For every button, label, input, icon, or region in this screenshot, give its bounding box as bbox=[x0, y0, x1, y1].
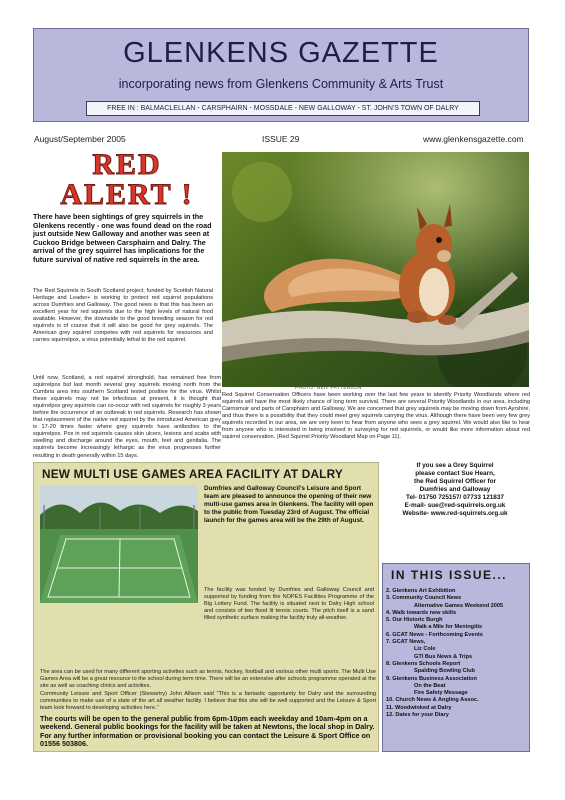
contents-subitem: Spalding Bowling Club bbox=[414, 668, 475, 675]
headline-line-1: RED bbox=[92, 148, 162, 181]
contents-item: 11. Woodwinked at Dalry bbox=[386, 704, 452, 711]
contents-item: 3. Community Council News bbox=[386, 595, 462, 602]
in-this-issue-heading: IN THIS ISSUE... bbox=[391, 568, 508, 582]
contact-website[interactable]: Website- www.red-squirrels.org.uk bbox=[402, 510, 508, 517]
contents-subitem: GTI Bus News & Trips bbox=[414, 653, 473, 660]
article-paragraph: The Red Squirrels in South Scotland project, funded by Scottish Natural Heritage and Leader+ is working to protect red squirrel populations across Dumfries and Galloway. The good news is that this has been an excellent year for red squirrels due to the high levels of natural food available. However, the downside to the good breeding season for red squirrels is of course that it will also be good for grey squirrels. The American grey squirrel competes with red squirrels for resources and carries squirrelpox, a virus potentially lethal to the red squirrel. bbox=[33, 288, 213, 344]
muga-article-box bbox=[33, 462, 379, 752]
contact-line: please contact Sue Hearn, bbox=[415, 470, 495, 477]
lead-paragraph: There have been sightings of grey squirrels in the Glenkens recently - one was found dead on the road just outside New Galloway and another was seen at Cuckoo Bridge between Carsphairn and Dalry. The arrival of the grey squirrel has implications for the future survival of native red squirrels in the area. bbox=[33, 212, 212, 264]
tennis-court-image bbox=[40, 485, 198, 603]
free-in-banner: FREE IN : BALMACLELLAN - CARSPHAIRN - MOSSDALE - NEW GALLOWAY - ST. JOHN'S TOWN OF DALRY bbox=[86, 101, 480, 116]
article-paragraph: Until now, Scotland, a red squirrel stronghold, has remained free from squirrelpox but last month several grey squirrels moving north from the Cumbria area into southern Scotland tested positive for the virus. Whilst these squirrels may not be infectious at present, it is thought that squirrelpox grey squirrels can co-occur with red squirrels for roughly 3 years before the occurrence of an outbreak in red squirrels. Research has shown that replacement of the native red squirrel by the introduced American grey is 17-20 times faster where grey squirrels have antibodies to the squirrelpox. Pox in red squirrels causes skin ulcers, lesions and scabs with swelling and discharge around the eyes, mouth, feet and genitalia. The squirrels become increasingly lethargic as the virus progresses further resulting in death generally within 15 days. bbox=[33, 375, 221, 459]
article-paragraph: Red Squirrel Conservation Officers have been working over the last few years to identify Priority Woodlands where red squirrels will have the most likely chance of long term survival. There are several Priority Woodlands in our area, including Cairnsmuir and parts of Carsphairn and Galloway. We are concerned that grey squirrels may be moving down from Ayrshire, and thus there is a possibility that they could meet grey squirrels carrying the virus. Although there have been very few grey squirrels recorded in our area, we are very keen to hear from anyone who sees a grey squirrel. We would also like to hear from anyone who is interested in being involved in surveying for red squirrels, or would like more information about red squirrel conservation. (Red Squirrel Priority Woodland Map on Page 11). bbox=[222, 392, 530, 441]
masthead bbox=[33, 28, 529, 122]
contents-list bbox=[386, 588, 528, 719]
newspaper-subtitle: incorporating news from Glenkens Community & Arts Trust bbox=[118, 77, 444, 91]
red-squirrel-photo bbox=[222, 152, 529, 387]
contents-item: 12. Dates for your Diary bbox=[386, 712, 449, 719]
contents-item: 10. Church News & Angling Assoc. bbox=[386, 697, 479, 704]
contents-subitem: Alternative Games Weekend 2005 bbox=[414, 602, 504, 609]
newspaper-title: GLENKENS GAZETTE bbox=[123, 37, 439, 69]
in-this-issue-box bbox=[382, 563, 530, 752]
contents-item: 5. Our Historic Burgh bbox=[386, 617, 443, 624]
contents-item: 4. Walk towards new skills bbox=[386, 609, 457, 616]
contents-item: 9. Glenkens Business Association bbox=[386, 675, 477, 682]
muga-paragraph: The facility was funded by Dumfries and Galloway Council and supported by funding from the NOPES Facilities Programme of the Big Lottery Fund. The facility is situated next to Dalry High school and consists of two flood lit tennis courts. The pitch itself is a sand filled synthetic surface making the facility truly all-weather. bbox=[204, 587, 374, 622]
contact-email[interactable]: E-mail- sue@red-squirrels.org.uk bbox=[404, 502, 506, 509]
contents-subitem: Fire Safety Message bbox=[414, 690, 468, 697]
contact-phone: Tel- 01750 725157/ 07733 121837 bbox=[406, 494, 504, 501]
muga-paragraph: Community Leisure and Sport Officer (Stewartry) John Allison said "This is a fantastic opportunity for Dalry and the surrounding communities to make use of a state of the art all weather facility. I believe that this site will be well supported and the Leisure & Sport team look forward to developing activities here." bbox=[40, 691, 376, 712]
contents-subitem: Walk a Mile for Meningitis bbox=[414, 624, 483, 631]
squirrel-contact-box bbox=[380, 462, 530, 518]
contact-line: Dumfries and Galloway bbox=[419, 486, 491, 493]
headline-line-2: ALERT ! bbox=[60, 178, 194, 211]
contact-line: the Red Squirrel Officer for bbox=[413, 478, 497, 485]
contents-item: 2. Glenkens Art Exhibition bbox=[386, 588, 456, 594]
contents-item: 8. Glenkens Schools Report bbox=[386, 660, 461, 667]
contents-item: 6. GCAT News - Forthcoming Events bbox=[386, 631, 483, 638]
tennis-court-photo bbox=[40, 485, 198, 603]
contact-line: If you see a Grey Squirrel bbox=[416, 462, 494, 469]
contents-subitem: Liz Cole bbox=[414, 646, 436, 653]
muga-paragraph: The area can be used for many different sporting activities such as tennis, hockey, football and various other multi sports. The Multi Use Games Area will be a great resource to the school during term time. There will be an extensive after schools programme operated at the site as well as coaching clinics and activities. bbox=[40, 669, 376, 690]
muga-closing: The courts will be open to the general public from 6pm-10pm each weekday and 10am-4pm on a weekend. General public bookings for the facility will be taken at Newtons, the local shop in Dalry. For any further information or provisional booking you can contact the Leisure & Sport Office on 01556 503806. bbox=[40, 714, 375, 748]
red-alert-headline bbox=[42, 150, 212, 210]
muga-intro: Dumfries and Galloway Council's Leisure and Sport team are pleased to announce the opening of their new multi-use games area in Glenkens. The facility will open to the public from Tuesday 23rd of August. The official launch for the games area will be the 29th of August. bbox=[204, 485, 374, 524]
issue-number: ISSUE 29 bbox=[262, 134, 300, 144]
photo-credit: PHOTO: NEIL PATTENSON bbox=[295, 385, 362, 390]
website-link[interactable]: www.glenkensgazette.com bbox=[423, 134, 524, 144]
muga-heading: NEW MULTI USE GAMES AREA FACILITY AT DALRY bbox=[42, 467, 343, 481]
red-squirrel-image bbox=[222, 152, 529, 387]
contents-subitem: On the Beat bbox=[414, 682, 446, 689]
issue-date: August/September 2005 bbox=[34, 134, 126, 144]
contents-item: 7. GCAT News, bbox=[386, 639, 426, 646]
